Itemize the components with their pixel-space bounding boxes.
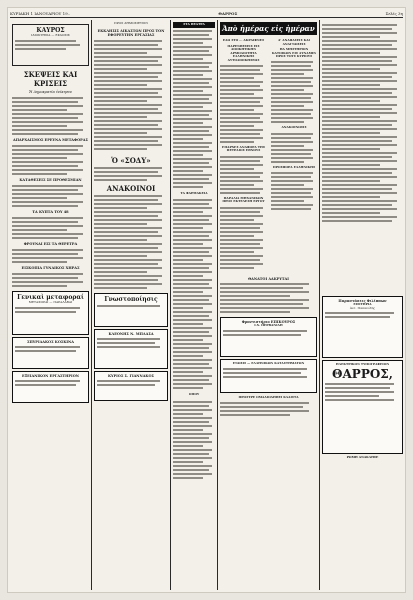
left-head: ΕΔΩ ΣΤΟ ... ΑΚΡΑΙΦΝΕΣ <box>222 38 265 42</box>
ad-enosis <box>220 359 317 393</box>
ad-epikouros <box>220 317 317 357</box>
bottom-line: ΠΡΟΣΤΡΕ ΟΜΑΔΙΟΔΗΘΕΙ ΚΛΑΙΣΤΑ <box>238 394 299 399</box>
column-3 <box>173 22 215 481</box>
column-1 <box>12 22 89 405</box>
page-header <box>10 11 403 16</box>
prosfora-title: ΠΡΟΣΦΟΡΑ ΕΛΛΗΝΙΚΗΣ <box>272 164 316 169</box>
ad-transport-sub: ΜΕΤΑΦΟΡΑΙ — ΠΑΡΑΛΑΒΑΙ <box>28 300 73 304</box>
section-title: ΣΚΕΨΕΙΣ ΚΑΙ ΚΡΙΣΕΙΣ <box>23 70 78 88</box>
gnwstopoihsis-title: Γνωστοποίησις <box>104 295 158 303</box>
ad-blasa-title: ΚΛΕΟΝΗΣ Ν. ΜΠΛΑΣΑ <box>108 331 154 336</box>
ad-tharros-title: ΘΑΡΡΟΣ, <box>332 366 393 381</box>
left-title: ΠΑΡΕΝΘΕΣΕΙΣ ΕΙΣ ΔΙΟΙΚΗΤΙΚΗΝ ΑΡΜΟΔΙΟΤΗΤΑ ΕΛΛΗΝΙΚΗΣ ΑΥΤΟΔΙΟΙΚΗΣΕΩΣ <box>227 43 260 62</box>
ad-transport-title: Γενικαὶ μεταφοραί <box>17 294 84 301</box>
anakoinoi-title: ΑΝΑΚΟΙΝΟΙ <box>106 183 156 193</box>
ad-philippoi-name: Ἀντ. Παπαλόδης <box>349 305 376 310</box>
subheading-1: ΑΠΑΡΧΑΙΣΜΟΣ ΕΡΕΥΝΑ ΜΕΤΑΦΟΡΑΣ <box>13 138 88 142</box>
ad-philippoi <box>322 296 403 358</box>
ad-philippoi-sub: ΕΙΣΙΤΗΡΙΑ <box>353 302 372 306</box>
masthead-box <box>12 24 89 66</box>
column-2 <box>94 22 168 403</box>
ad-epikouros-sub: Ι.Χ. ΠΕΡΒΑΝΙΔΗ <box>254 322 283 327</box>
subheading-4: ΦΡΟΥΝΑΙ ΕΙΣ ΤΑ ΘΕΡΕΤΡΑ <box>23 242 78 246</box>
ad-epikouros-title: Φροντιστήριο ΕΠΙΚΟΥΡΟΣ <box>241 319 296 324</box>
where-title: ΟΠΟΥ <box>188 392 200 397</box>
subheading-3: ΤΑ ΚΥΠΤΑ ΤΟΥ 48 <box>32 210 69 214</box>
ad-tharros-sub: ΗΛΕΚΤΡΙΚΟΝ ΤΥΠΟΓΡΑΦΕΙΟΝ <box>335 362 390 366</box>
header-date: ΚΥΡΙΑΚΗ 1 ΙΑΝΟΥΑΡΙΟΥ 19.. <box>10 11 71 16</box>
sodi-title: Ὁ «ΣΟΔΥ» <box>111 155 151 165</box>
theatres-tag: ΣΤΑ ΘΕΑΤΡΑ <box>173 22 215 28</box>
anakoinosis-title: ΑΝΑΚΟΙΝΩΣΙΣ <box>281 124 307 129</box>
ad-enosis-title: ΕΝΩΣΙΣ — ΕΛΛΗΝΙΚΩΝ ΚΑΤΑΣΤΗΜΑΤΩΝ <box>232 360 305 365</box>
ad-giannakos <box>94 371 168 401</box>
right-title: ΗΑ ΜΗΣΤΗΡΙΟΝ ΚΑΤΟΙΚΩΝ ΕΙΣ ΔΥΝΑΜΙΝ ΠΡΟΣ ΤΟΥΣ ΚΥΡΙΟΥΣ <box>271 47 317 59</box>
ad-workshop-title: ΕΞΕΙΑΝΙΚΟΝ ΕΡΓΑΣΤΗΡΙΟΝ <box>22 374 79 378</box>
subheading-5: ΕΙΣΚΟΠΙΑ ΓΥΝΑΙΚΟΣ ΧΗΡΑΣ <box>21 266 80 270</box>
footer-text: ΡΩΜΗ ΑΝΑΚΛΗΣΕ <box>346 455 379 459</box>
death-title: ΘΑΝΑΤΟΙ ΔΑΚΡΥΤΑΙ <box>248 276 289 281</box>
left-title-3: ΠΑΡΑΛΙΑ ΜΗΧΑΝΙΚΩΝ ΠΡΟΣ ΕΚΤΕΛΕΣΗ ΕΡΓΟΥ <box>222 195 265 204</box>
ad-transport <box>12 291 89 335</box>
top-rule <box>10 17 403 18</box>
right-head: Δ' ΑΝΑΦΑΣΕΙΣ ΚΑΙ ΑΝΑΓΝΩΣΕΙΣ <box>278 38 310 46</box>
ad-workshop <box>12 371 89 403</box>
ad-blasa <box>94 329 168 369</box>
masthead-title: ΚΑΥΡΟΣ <box>36 27 65 34</box>
column-divider-4 <box>319 20 320 590</box>
ad-philippoi-title: Παραστάσεις Φιλίππων <box>338 299 387 303</box>
banner-title: Ἀπὸ ἡμέρας εἰς ἡμέραν <box>220 22 317 35</box>
ad-tharros <box>322 360 403 454</box>
header-masthead: ΘΑΡΡΟΣ <box>218 11 238 16</box>
column-5 <box>322 22 403 460</box>
section-subtitle: Ἡ Δημοκρατία ἐνίκησεν <box>28 90 73 94</box>
column-divider-3 <box>217 20 218 590</box>
gnwstopoihsis-box <box>94 293 168 327</box>
ad-giannakos-title: ΚΥΡΙΟΣ Σ. ΓΙΑΝΝΑΚΟΣ <box>108 373 154 378</box>
masthead-subtitle: ΙΔΙΟΚΤΗΣΙΑ — ΕΚΔΟΣΙΣ <box>31 33 70 37</box>
subheading-2: ΚΑΤΑΘΕΣΕΙΣ ΣΕ ΠΡΟΘΕΣΜΙΑΝ <box>19 178 82 182</box>
left-title-2: ΕΠΑΡΧΕΣ ΑΝΑΦΟΡΑ ΤΗΣ ΠΕΤΡΑΙΟΣ ΕΘΝΟΥΣ <box>222 144 265 153</box>
column-divider-2 <box>170 20 171 590</box>
pharmacies-title: ΤΑ ΦΑΡΜΑΚΕΙΑ <box>180 190 208 195</box>
ad-koskina <box>12 337 89 369</box>
column-4 <box>220 22 317 418</box>
ad-koskina-title: ΣΠΥΡΙΔΑΚΟΣ ΚΟΣΚΙΝΑ <box>27 340 74 344</box>
column-2-headline: ΕΚΚΛΗΣΙΣ ΔΙΚΑΣΤΩΝ ΠΡΟΣ ΤΟΝ ΕΦΟΡΕΥΤΗΝ ΕΡΓΑΣΙΑΣ <box>97 28 165 37</box>
column-2-top-title: ΠΡΟΣ ΔΗΜΟΣΙΕΥΣΙΝ <box>114 21 148 25</box>
header-page-number: Σελίς 3η <box>385 11 403 16</box>
column-divider-1 <box>91 20 92 590</box>
